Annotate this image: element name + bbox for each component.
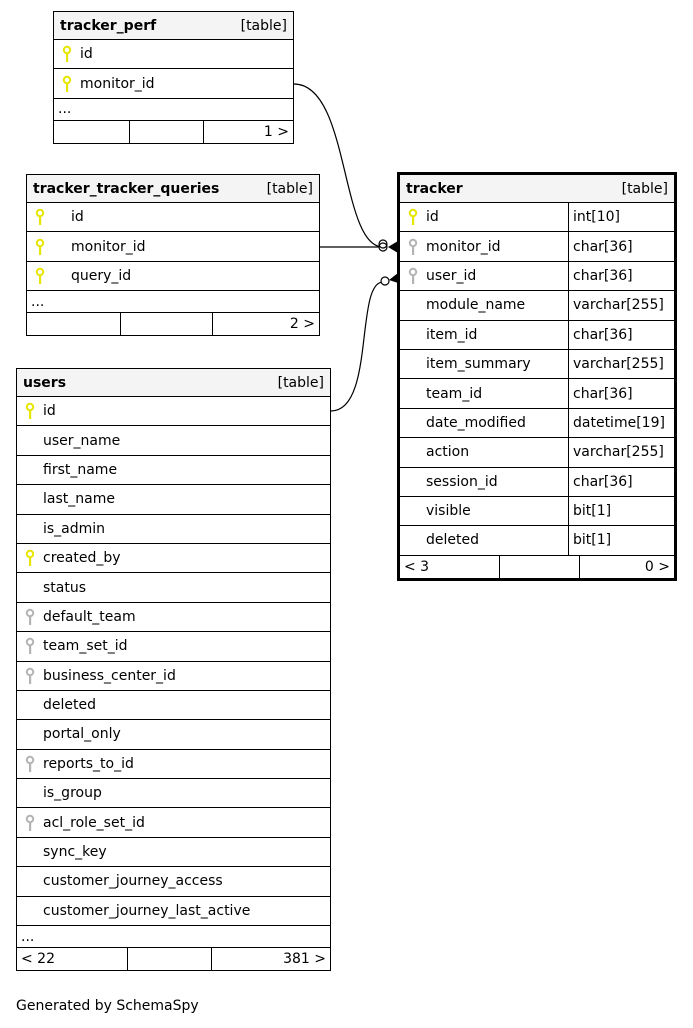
table-tracker[interactable]: [397, 172, 677, 581]
column-row-user-name[interactable]: [17, 426, 330, 455]
table-kind: [table]: [277, 374, 324, 391]
column-name-cell: [400, 262, 568, 290]
primary-key-icon: [60, 45, 74, 63]
footer-spacer: [500, 556, 580, 578]
foreign-key-icon: [23, 637, 37, 655]
column-name-cell: [54, 69, 293, 97]
column-type: char[36]: [568, 232, 674, 260]
column-name-cell: [17, 544, 330, 572]
children-count[interactable]: 0 >: [644, 558, 670, 575]
table-tracker-tracker-queries[interactable]: [26, 174, 320, 336]
column-name: reports_to_id: [43, 755, 134, 772]
column-name-cell: [400, 379, 568, 407]
column-name-cell: [17, 426, 330, 454]
column-type: varchar[255]: [568, 438, 674, 466]
column-name-cell: [400, 232, 568, 260]
column-row-portal-only[interactable]: [17, 720, 330, 749]
table-tracker-perf[interactable]: [53, 11, 294, 144]
footer-spacer: [130, 121, 204, 143]
footer-spacer: [121, 313, 213, 335]
column-row-is-admin[interactable]: [17, 515, 330, 544]
column-name-cell: [17, 897, 330, 925]
column-name: team_set_id: [43, 638, 128, 655]
table-kind: [table]: [240, 17, 287, 34]
table-name: users: [23, 374, 67, 391]
table-users[interactable]: [16, 368, 331, 971]
column-name: id: [43, 403, 56, 420]
column-row-monitor-id[interactable]: [400, 232, 674, 261]
primary-key-icon: [33, 238, 47, 256]
column-name: deleted: [43, 697, 96, 714]
primary-key-icon: [406, 208, 420, 226]
column-type: char[36]: [568, 262, 674, 290]
column-name: business_center_id: [43, 667, 176, 684]
column-name-cell: [17, 691, 330, 719]
children-count[interactable]: 1 >: [263, 123, 289, 140]
column-name-cell: [17, 397, 330, 425]
more-columns: ...: [27, 291, 319, 313]
table-name: tracker_perf: [60, 17, 157, 34]
table-footer: [27, 313, 319, 335]
column-name: item_summary: [426, 356, 531, 373]
column-name-cell: [54, 40, 293, 68]
column-row-customer-journey-access[interactable]: [17, 867, 330, 896]
column-name-cell: [400, 291, 568, 319]
table-kind: [table]: [266, 180, 313, 197]
column-type: varchar[255]: [568, 350, 674, 378]
column-type: char[36]: [568, 468, 674, 496]
column-name-cell: [400, 203, 568, 231]
column-name: id: [80, 46, 93, 63]
table-header: [17, 369, 330, 397]
footer-spacer: [128, 948, 212, 970]
column-name-cell: [27, 262, 319, 290]
column-row-monitor-id[interactable]: [27, 232, 319, 261]
column-row-item-summary[interactable]: [400, 350, 674, 379]
column-name-cell: [400, 526, 568, 554]
column-row-session-id[interactable]: [400, 468, 674, 497]
column-name: team_id: [426, 385, 483, 402]
column-name-cell: [17, 603, 330, 631]
link-users-to-tracker: [331, 282, 383, 411]
column-row-customer-journey-last-active[interactable]: [17, 897, 330, 926]
foreign-key-icon: [406, 267, 420, 285]
primary-key-icon: [33, 208, 47, 226]
column-name: item_id: [426, 326, 478, 343]
column-name: portal_only: [43, 726, 121, 743]
column-name-cell: [17, 750, 330, 778]
column-row-is-group[interactable]: [17, 779, 330, 808]
column-row-team-set-id[interactable]: [17, 632, 330, 661]
column-name-cell: [17, 720, 330, 748]
column-name: last_name: [43, 491, 115, 508]
column-name: user_id: [426, 267, 477, 284]
column-row-status[interactable]: [17, 573, 330, 602]
column-type: char[36]: [568, 321, 674, 349]
column-row-reports-to-id[interactable]: [17, 750, 330, 779]
column-row-created-by[interactable]: [17, 544, 330, 573]
column-name-cell: [17, 632, 330, 660]
column-type: bit[1]: [568, 497, 674, 525]
column-row-id[interactable]: [17, 397, 330, 426]
column-name: deleted: [426, 532, 479, 549]
column-name: id: [71, 209, 84, 226]
column-name: is_admin: [43, 520, 106, 537]
column-name: session_id: [426, 473, 498, 490]
table-footer: [17, 948, 330, 970]
column-name: id: [426, 209, 439, 226]
column-row-id[interactable]: [54, 40, 293, 69]
table-footer: [54, 121, 293, 143]
column-name-cell: [17, 867, 330, 895]
column-row-user-id[interactable]: [400, 262, 674, 291]
column-row-id[interactable]: [400, 203, 674, 232]
table-kind: [table]: [621, 180, 668, 197]
column-name: action: [426, 444, 470, 461]
column-name: status: [43, 579, 87, 596]
column-name-cell: [400, 438, 568, 466]
column-name-cell: [17, 838, 330, 866]
parents-count[interactable]: < 22: [17, 948, 128, 970]
column-row-default-team[interactable]: [17, 603, 330, 632]
foreign-key-icon: [23, 608, 37, 626]
column-name: default_team: [43, 608, 136, 625]
table-header: [400, 175, 674, 203]
children-count[interactable]: 381 >: [283, 951, 326, 968]
column-name-cell: [400, 321, 568, 349]
column-name: acl_role_set_id: [43, 814, 145, 831]
column-name-cell: [400, 468, 568, 496]
children-count[interactable]: 2 >: [289, 316, 315, 333]
column-name: is_group: [43, 785, 102, 802]
foreign-key-icon: [406, 238, 420, 256]
column-name-cell: [400, 350, 568, 378]
column-name: first_name: [43, 461, 118, 478]
column-name: created_by: [43, 550, 121, 567]
column-name: visible: [426, 503, 471, 520]
column-row-business-center-id[interactable]: [17, 662, 330, 691]
column-row-team-id[interactable]: [400, 379, 674, 408]
column-name: monitor_id: [426, 238, 501, 255]
column-name-cell: [17, 808, 330, 836]
column-name: customer_journey_access: [43, 873, 223, 890]
column-name-cell: [27, 232, 319, 260]
column-name-cell: [17, 573, 330, 601]
column-row-module-name[interactable]: [400, 291, 674, 320]
table-name: tracker_tracker_queries: [33, 180, 220, 197]
column-name: date_modified: [426, 414, 526, 431]
table-header: [54, 12, 293, 40]
table-footer: [400, 556, 674, 578]
generated-by-label: Generated by SchemaSpy: [16, 998, 199, 1014]
column-name-cell: [400, 409, 568, 437]
primary-key-icon: [23, 549, 37, 567]
more-columns: ...: [54, 99, 293, 121]
column-row-first-name[interactable]: [17, 456, 330, 485]
column-row-sync-key[interactable]: [17, 838, 330, 867]
primary-key-icon: [33, 267, 47, 285]
primary-key-icon: [60, 75, 74, 93]
column-type: char[36]: [568, 379, 674, 407]
column-row-monitor-id[interactable]: [54, 69, 293, 98]
column-type: datetime[19]: [568, 409, 674, 437]
column-name: module_name: [426, 297, 526, 314]
column-type: varchar[255]: [568, 291, 674, 319]
column-name-cell: [17, 515, 330, 543]
column-name-cell: [17, 662, 330, 690]
column-name: monitor_id: [80, 75, 155, 92]
column-name-cell: [27, 203, 319, 231]
column-name: query_id: [71, 267, 132, 284]
parents-count[interactable]: [54, 121, 130, 143]
column-row-action[interactable]: [400, 438, 674, 467]
column-row-acl-role-set-id[interactable]: [17, 808, 330, 837]
column-type: bit[1]: [568, 526, 674, 554]
column-row-id[interactable]: [27, 203, 319, 232]
column-name: monitor_id: [71, 238, 146, 255]
column-row-deleted[interactable]: [400, 526, 674, 555]
column-row-item-id[interactable]: [400, 321, 674, 350]
column-row-date-modified[interactable]: [400, 409, 674, 438]
column-type: int[10]: [568, 203, 674, 231]
column-name-cell: [400, 497, 568, 525]
column-name-cell: [17, 779, 330, 807]
table-header: [27, 175, 319, 203]
column-row-visible[interactable]: [400, 497, 674, 526]
column-name-cell: [17, 456, 330, 484]
column-row-deleted[interactable]: [17, 691, 330, 720]
column-name-cell: [17, 485, 330, 513]
foreign-key-icon: [23, 667, 37, 685]
column-name: user_name: [43, 432, 121, 449]
primary-key-icon: [23, 402, 37, 420]
column-name: customer_journey_last_active: [43, 902, 251, 919]
foreign-key-icon: [23, 814, 37, 832]
parents-count[interactable]: < 3: [400, 556, 500, 578]
foreign-key-icon: [23, 755, 37, 773]
more-columns: ...: [17, 926, 330, 948]
parents-count[interactable]: [27, 313, 121, 335]
column-name: sync_key: [43, 844, 107, 861]
column-row-query-id[interactable]: [27, 262, 319, 291]
column-row-last-name[interactable]: [17, 485, 330, 514]
zero-marker: [381, 277, 389, 285]
table-name: tracker: [406, 180, 463, 197]
